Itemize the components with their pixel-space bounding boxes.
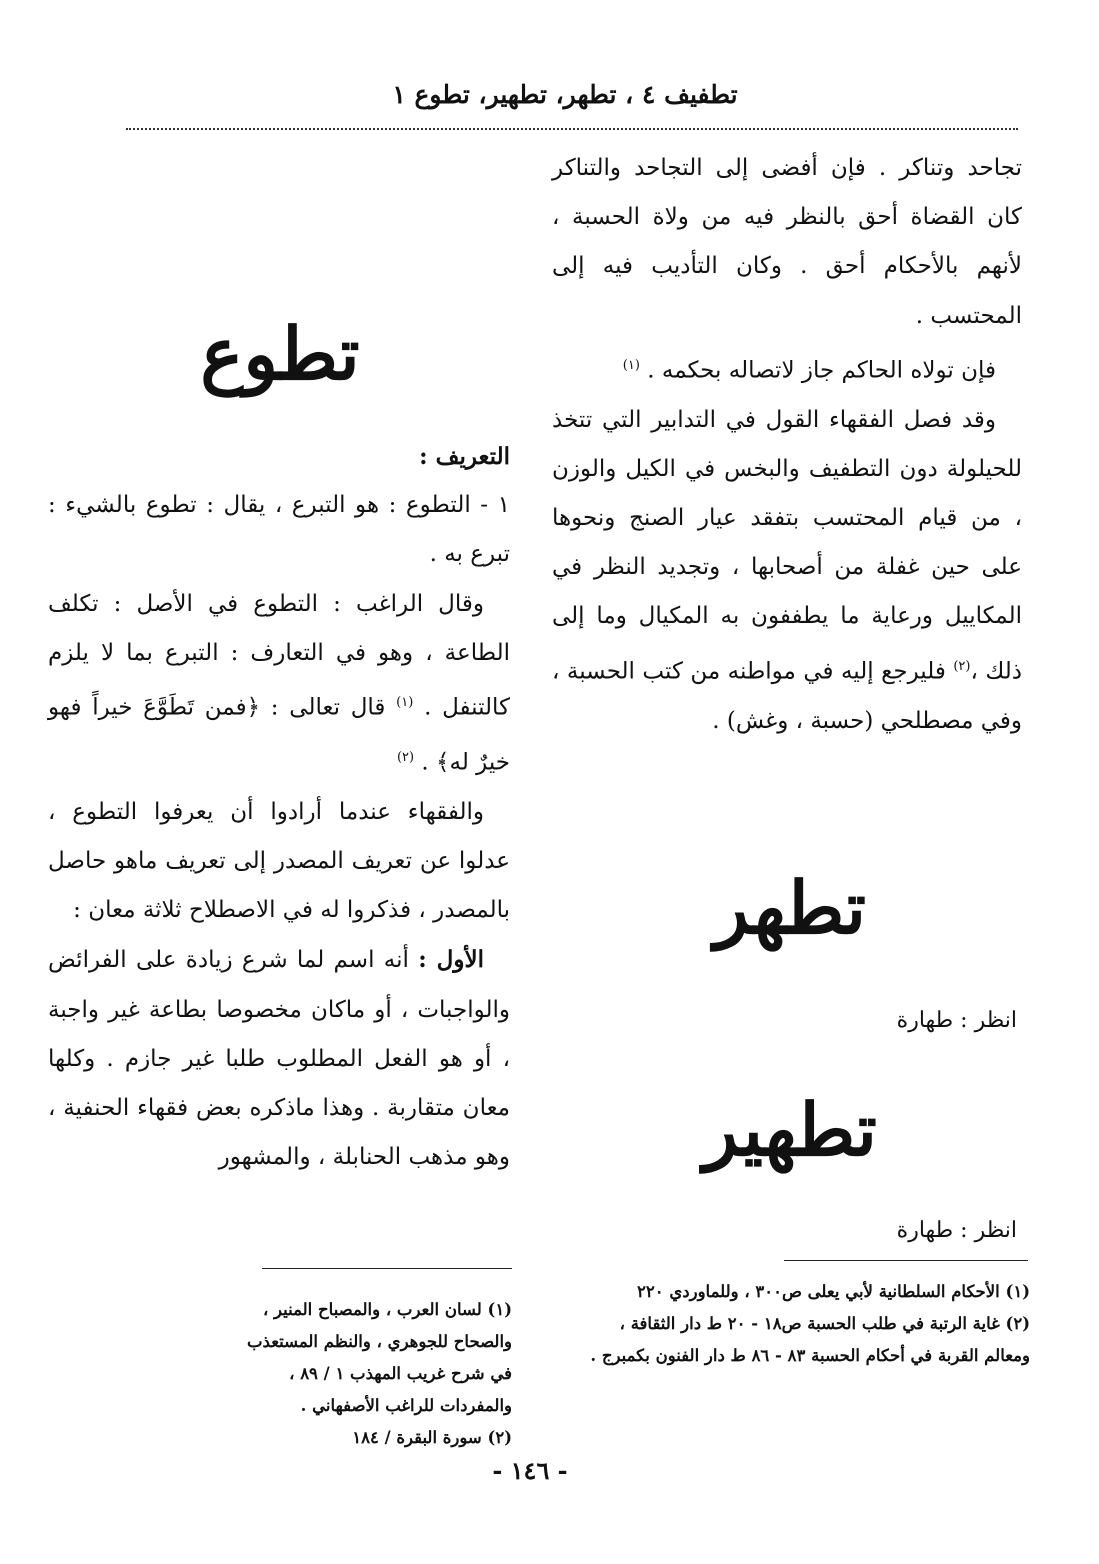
paragraph-text: وقال الراغب : التطوع في الأصل : تكلف الطاعة ، وهو في التعارف : التبرع بما لا يلزم كالتنفل .: [48, 590, 511, 721]
see-also-tathir: انظر : طهارة: [896, 1218, 1017, 1243]
footnote-divider: [784, 1260, 1028, 1261]
footnote-ref: (١): [396, 695, 414, 711]
quran-quote: قال تعالى : ﴿فمن تَطَوَّعَ خيراً فهو خيرٌ له﴾ .: [48, 694, 510, 776]
paragraph-text: وقد فصل الفقهاء القول في التدابير التي تتخذ للحيلولة دون التطفيف والبخس في الكيل والوزن ، من قيام المحتسب بتفقد عيار الصنج ونحوها على حين غفلة من أصحابها ، وتجديد النظر في المكاييل ورعاية ما يطففون به المكيال وما إلى ذلك ،: [552, 406, 1023, 685]
right-column: [552, 144, 1022, 746]
paragraph: [48, 935, 510, 1182]
footnote-divider: [262, 1268, 512, 1269]
footnote: (٢) سورة البقرة / ١٨٤: [352, 1428, 512, 1447]
footnotes-right: [572, 1276, 1030, 1372]
paragraph: [552, 396, 1022, 746]
footnote: (١) الأحكام السلطانية لأبي يعلى ص٣٠٠ ، وللماوردي ٢٢٠: [637, 1282, 1030, 1301]
paragraph: ١ - التطوع : هو التبرع ، يقال : تطوع بالشيء : تبرع به .: [48, 492, 510, 568]
paragraph-text: فإن تولاه الحاكم جاز لاتصاله بحكمه .: [647, 357, 996, 384]
paragraph: تجاحد وتناكر . فإن أفضى إلى التجاحد والتناكر كان القضاة أحق بالنظر فيه من ولاة الحسبة ، لأنهم بالأحكام أحق . وكان التأديب فيه إلى المحتسب .: [552, 155, 1022, 329]
entry-title-tathir: تطهير: [703, 1087, 877, 1172]
paragraph: [48, 580, 510, 788]
footnote-ref: (١): [622, 357, 640, 373]
paragraph: والفقهاء عندما أرادوا أن يعرفوا التطوع ، عدلوا عن تعريف المصدر إلى تعريف ماهو حاصل بالمصدر ، فذكروا له في الاصطلاح ثلاثة معان :: [48, 798, 510, 924]
footnote-ref: (٢): [953, 658, 971, 674]
footnote: (٢) غاية الرتبة في طلب الحسبة ص١٨ - ٢٠ ط دار الثقافة ، ومعالم القربة في أحكام الحسبة ٨٣ - ٨٦ ط دار الفنون بكمبرج .: [590, 1314, 1030, 1365]
footnote-ref: (٢): [396, 749, 415, 765]
header-dotted-rule: [126, 128, 1018, 130]
paragraph-text: أنه اسم لما شرع زيادة على الفرائض والواجبات ، أو ماكان مخصوصا بطاعة غير واجبة ، أو هو الفعل المطلوب طلبا غير جازم . وكلها معان متقاربة . وهذا ماذكره بعض فقهاء الحنفية ، وهو مذهب الحنابلة ، والمشهور: [48, 947, 510, 1171]
footnote: (١) لسان العرب ، والمصباح المنير ، والصحاح للجوهري ، والنظم المستعذب في شرح غريب المهذب ١ / ٨٩ ، والمفردات للراغب الأصفهاني .: [247, 1300, 512, 1415]
page-number: - ١٤٦ -: [492, 1456, 568, 1485]
running-header: تطفيف ٤ ، تطهر، تطهير، تطوع ١: [392, 80, 738, 109]
left-column: [48, 432, 510, 1182]
paragraph-text: فليرجع إليه في مواطنه من كتب الحسبة ، وفي مصطلحي (حسبة ، وغش) .: [552, 658, 1022, 734]
section-heading-definition: التعريف :: [419, 443, 510, 470]
paragraph: [552, 341, 1022, 396]
entry-title-tatahhur: تطهر: [713, 865, 866, 950]
see-also-tatahhur: انظر : طهارة: [896, 1008, 1017, 1033]
entry-title-tatawwu: تطوع: [200, 311, 360, 396]
first-meaning-label: الأول :: [418, 946, 485, 974]
footnotes-left: [246, 1294, 512, 1454]
